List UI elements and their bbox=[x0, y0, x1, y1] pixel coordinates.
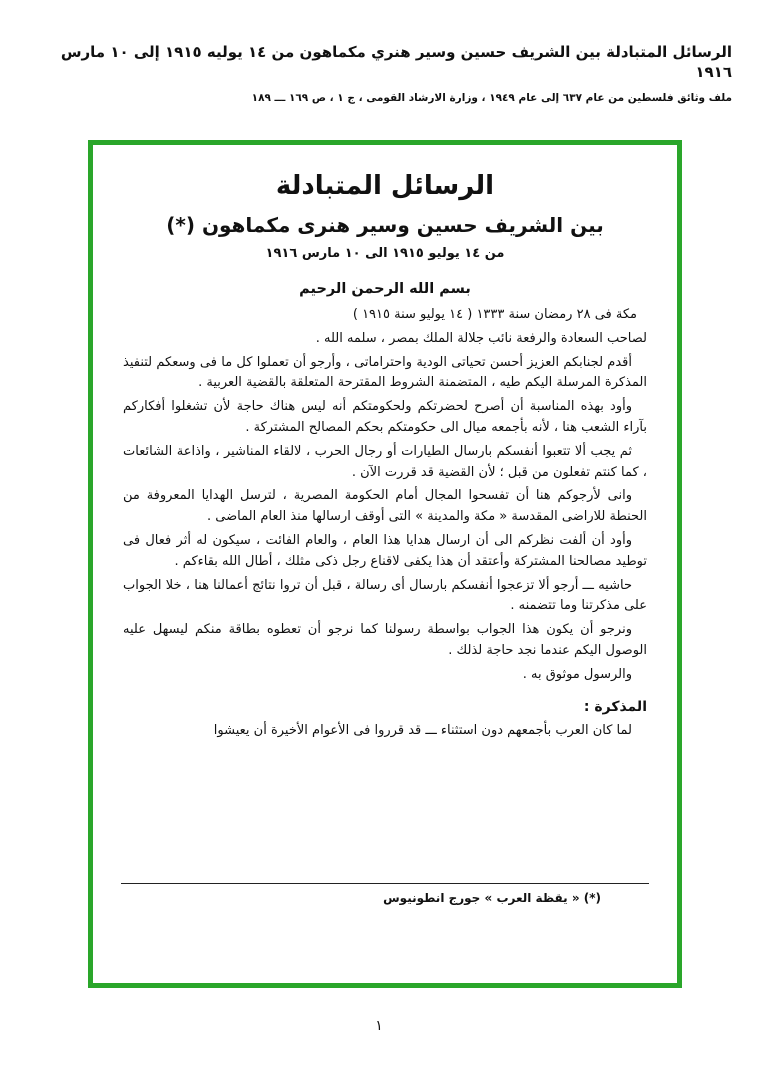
header-source-citation: ملف وثائق فلسطين من عام ٦٣٧ إلى عام ١٩٤٩ ، وزارة الارشاد القومى ، ج ١ ، ص ١٦٩ ـــ ١٨٩ bbox=[251, 91, 732, 104]
memo-opening-paragraph: لما كان العرب بأجمعهم دون استثناء ـــ قد قرروا فى الأعوام الأخيرة أن يعيشوا bbox=[213, 722, 632, 738]
document-frame bbox=[88, 140, 682, 988]
document-title: الرسائل المتبادلة bbox=[275, 171, 495, 201]
letter-postscript: حاشيه ـــ أرجو ألا تزعجوا أنفسكم بارسال أى رسالة ، قبل أن تروا نتائج أعمالنا هنا ، خلا الجواب على مذكرتنا وما تتضمنه . bbox=[123, 577, 647, 614]
letter-dateline: مكة فى ٢٨ رمضان سنة ١٣٣٣ ( ١٤ يوليو سنة ١٩١٥ ) bbox=[352, 307, 637, 322]
basmala: بسم الله الرحمن الرحيم bbox=[299, 281, 471, 297]
letter-paragraph: وانى لأرجوكم هنا أن تفسحوا المجال أمام الحكومة المصرية ، لترسل الهدايا المعروفة من الحنطة للاراضى المقدسة « مكة والمدينة » التى أوقف ارسالها منذ العام الماضى . bbox=[123, 488, 647, 525]
header-title: الرسائل المتبادلة بين الشريف حسين وسير هنري مكماهون من ١٤ يوليه ١٩١٥ إلى ١٠ مارس ١٩١٦ bbox=[60, 43, 732, 82]
letter-salutation: لصاحب السعادة والرفعة نائب جلالة الملك بمصر ، سلمه الله . bbox=[315, 330, 647, 346]
page-number: ١ bbox=[375, 1018, 383, 1034]
memo-heading: المذكرة : bbox=[583, 698, 647, 715]
letter-paragraph: ثم يجب ألا تتعبوا أنفسكم بارسال الطيارات أو رجال الحرب ، لالقاء المناشير ، واذاعة الشائعات ، كما كنتم تفعلون من قبل ؛ لأن القضية قد قررت الآن . bbox=[123, 443, 647, 480]
letter-paragraph: أقدم لجنابكم العزيز أحسن تحياتى الودية واحتراماتى ، وأرجو أن تعملوا كل ما فى وسعكم لتنفيذ المذكرة المرسلة اليكم طيه ، المتضمنة الشروط المقترحة المتعلقة بالقضية العربية . bbox=[123, 354, 647, 391]
page-header bbox=[0, 0, 758, 104]
document-date-range: من ١٤ يوليو ١٩١٥ الى ١٠ مارس ١٩١٦ bbox=[265, 246, 505, 261]
letter-paragraph: ونرجو أن يكون هذا الجواب بواسطة رسولنا كما نرجو أن تعطوه بطاقة منكم ليسهل عليه الوصول اليكم عندما نجد حاجة لذلك . bbox=[123, 622, 647, 658]
footnote-block bbox=[121, 878, 649, 905]
letter-closing-line: والرسول موثوق به . bbox=[522, 666, 632, 682]
document-subtitle: بين الشريف حسين وسير هنرى مكماهون (*) bbox=[166, 213, 604, 237]
letter-paragraph: وأود أن ألفت نظركم الى أن ارسال هدايا هذا العام ، والعام الفائت ، سيكون له أثر فعال فى توطيد مصالحنا المشتركة وأعتقد أن هذا يكفى لاقناع رجل ذكى مثلك ، أطال الله بقاءكم . bbox=[123, 532, 647, 569]
footnote: (*) « يقظة العرب » جورج انطونيوس bbox=[383, 891, 601, 905]
letter-paragraph: وأود بهذه المناسبة أن أصرح لحضرتكم ولحكومتكم أنه ليس هناك حاجة لأن تشغلوا أفكاركم بآراء الشعب هنا ، لأنه بأجمعه ميال الى حكومتكم بحكم المصالح المشتركة . bbox=[123, 399, 647, 435]
